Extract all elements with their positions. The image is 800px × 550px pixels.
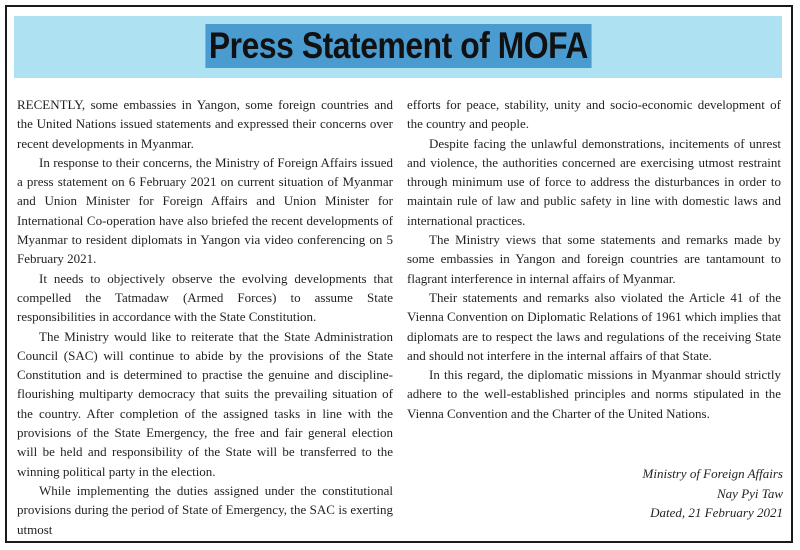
left-column: [17, 95, 393, 539]
signature-block: [643, 464, 783, 523]
paragraph: While implementing the duties assigned under the constitutional provisions during the period of State of Emergency, the SAC is exerting utmost: [17, 482, 393, 537]
paragraph: RECENTLY, some embassies in Yangon, some foreign countries and the United Nations issued statements and expressed their concerns over recent developments in Myanmar.: [17, 97, 393, 151]
right-column: [407, 95, 781, 423]
paragraph: efforts for peace, stability, unity and socio-economic development of the country and people.: [407, 97, 781, 132]
page-title: Press Statement of MOFA: [205, 24, 591, 68]
paragraph: Their statements and remarks also violated the Article 41 of the Vienna Convention on Diplomatic Relations of 1961 which implies that diplomats are to respect the laws and regulations of the receiving State and should not interfere in the internal affairs of that State.: [407, 289, 781, 363]
paragraph: It needs to objectively observe the evolving developments that compelled the Tatmadaw (Armed Forces) to assume State responsibilities in accordance with the State Constitution.: [17, 270, 393, 325]
paragraph: The Ministry views that some statements and remarks made by some embassies in Yangon and foreign countries are tantamount to flagrant interference in internal affairs of Myanmar.: [407, 232, 781, 286]
signature-org: Ministry of Foreign Affairs: [642, 466, 783, 481]
signature-date: Dated, 21 February 2021: [650, 505, 783, 520]
title-banner: [14, 16, 782, 78]
paragraph: The Ministry would like to reiterate that the State Administration Council (SAC) will continue to abide by the provisions of the State Constitution and is determined to practise the genuine and discipline-flourishing multiparty democracy that suits the prevailing situation of the country. After completion of the assigned tasks in line with the provisions of the State Emergency, the free and fair general election will be held and responsibility of the State will be transferred to the winning political party in the election.: [17, 328, 393, 479]
paragraph: In this regard, the diplomatic missions in Myanmar should strictly adhere to the well-established principles and norms stipulated in the Vienna Convention and the Charter of the United Nations.: [407, 367, 781, 421]
paragraph: Despite facing the unlawful demonstrations, incitements of unrest and violence, the authorities concerned are exercising utmost restraint through minimum use of force to address the disturbances in order to maintain rule of law and public safety in line with domestic laws and international practices.: [407, 135, 781, 228]
signature-place: Nay Pyi Taw: [717, 485, 783, 501]
paragraph: In response to their concerns, the Ministry of Foreign Affairs issued a press statement on 6 February 2021 on current situation of Myanmar and Union Minister for Foreign Affairs and Union Minister for International Co-operation have also briefed the recent developments of Myanmar to resident diplomats in Yangon via video conferencing on 5 February 2021.: [17, 154, 393, 267]
